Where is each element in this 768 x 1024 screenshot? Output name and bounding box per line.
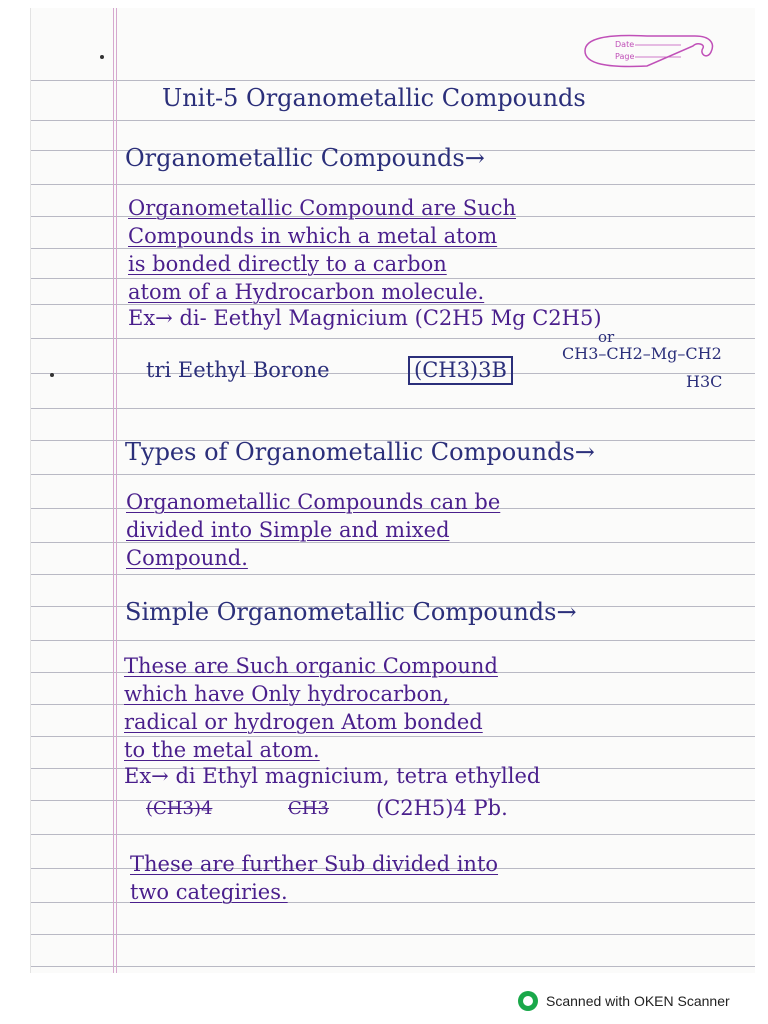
simple-line: radical or hydrogen Atom bonded bbox=[124, 710, 483, 734]
ruled-line bbox=[31, 834, 755, 835]
ruled-line bbox=[31, 934, 755, 935]
definition-line: Organometallic Compound are Such bbox=[128, 196, 517, 220]
margin-line bbox=[113, 8, 114, 973]
ruled-line bbox=[31, 736, 755, 737]
definition-line: is bonded directly to a carbon bbox=[128, 252, 447, 276]
pen-dot bbox=[50, 373, 54, 377]
definition-line: atom of a Hydrocarbon molecule. bbox=[128, 280, 485, 304]
ruled-line bbox=[31, 574, 755, 575]
section-heading-simple: Simple Organometallic Compounds→ bbox=[125, 598, 577, 626]
further-line: These are further Sub divided into bbox=[130, 852, 499, 876]
pen-dot bbox=[100, 55, 104, 59]
types-line: Compound. bbox=[126, 546, 248, 570]
example-diethyl-magnesium: Ex→ di- Eethyl Magnicium (C2H5 Mg C2H5) bbox=[128, 306, 602, 330]
ruled-line bbox=[31, 474, 755, 475]
types-line: divided into Simple and mixed bbox=[126, 518, 450, 542]
example-triethyl-borane-label: tri Eethyl Borone bbox=[146, 358, 330, 382]
alt-structure-tail: H3C bbox=[686, 372, 723, 391]
page-title: Unit-5 Organometallic Compounds bbox=[162, 84, 586, 112]
ruled-line bbox=[31, 338, 755, 339]
section-heading-organometallic: Organometallic Compounds→ bbox=[125, 144, 485, 172]
ruled-line bbox=[31, 120, 755, 121]
scanner-watermark bbox=[518, 990, 730, 1012]
ruled-line bbox=[31, 184, 755, 185]
ruled-line bbox=[31, 408, 755, 409]
section-heading-types: Types of Organometallic Compounds→ bbox=[125, 438, 595, 466]
simple-line: to the metal atom. bbox=[124, 738, 320, 762]
stamp-page-label: Page bbox=[615, 52, 635, 61]
or-label: or bbox=[598, 328, 615, 346]
triethyl-borane-formula: (CH3)3B bbox=[408, 356, 513, 385]
struck-formula: CH3 bbox=[288, 798, 329, 819]
stamp-date-label: Date bbox=[615, 40, 635, 49]
ruled-line bbox=[31, 966, 755, 967]
margin-line bbox=[116, 8, 117, 973]
scanner-logo-icon bbox=[518, 991, 538, 1011]
example-diethyl-tetraethyllead: Ex→ di Ethyl magnicium, tetra ethylled bbox=[124, 764, 541, 788]
tetraethyllead-formula: (C2H5)4 Pb. bbox=[376, 796, 508, 820]
ruled-line bbox=[31, 373, 755, 374]
ruled-line bbox=[31, 640, 755, 641]
ruled-line bbox=[31, 80, 755, 81]
simple-line: These are Such organic Compound bbox=[124, 654, 498, 678]
date-page-stamp bbox=[577, 30, 717, 72]
alt-structure-formula: CH3–CH2–Mg–CH2 bbox=[562, 344, 722, 363]
further-line: two categiries. bbox=[130, 880, 288, 904]
scanner-watermark-text: Scanned with OKEN Scanner bbox=[546, 993, 730, 1009]
definition-line: Compounds in which a metal atom bbox=[128, 224, 498, 248]
types-line: Organometallic Compounds can be bbox=[126, 490, 501, 514]
struck-formula: (CH3)4 bbox=[146, 798, 213, 819]
ruled-line bbox=[31, 278, 755, 279]
simple-line: which have Only hydrocarbon, bbox=[124, 682, 450, 706]
